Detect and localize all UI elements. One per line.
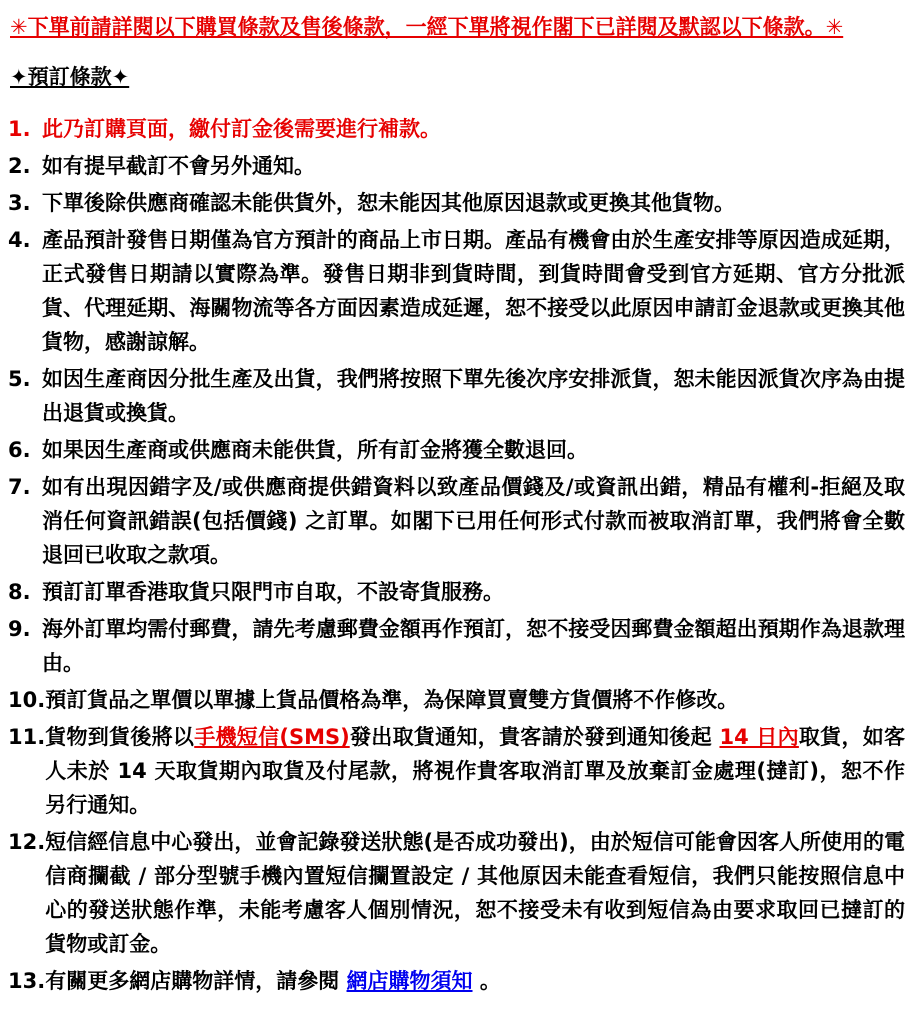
term-item-9 xyxy=(8,612,905,680)
term-number: 13. xyxy=(8,969,46,994)
term-segment: 發出取貨通知，貴客請於發到通知後起 xyxy=(349,725,720,750)
term-item-10 xyxy=(8,683,905,717)
term-item-3 xyxy=(8,186,905,220)
term-number: 6. xyxy=(8,438,31,463)
term-segment: 預訂貨品之單價以單據上貨品價格為準，為保障買賣雙方貨價將不作修改。 xyxy=(45,688,739,713)
term-number: 1. xyxy=(8,117,31,142)
term-item-5 xyxy=(8,362,905,430)
term-number: 10. xyxy=(8,688,46,713)
term-number: 11. xyxy=(8,725,46,750)
term-text xyxy=(45,825,905,961)
header-warning-notice: ✳下單前請詳閱以下購買條款及售後條款，一經下單將視作閣下已詳閱及默認以下條款。✳ xyxy=(10,15,844,39)
term-segment: 此乃訂購頁面，繳付訂金後需要進行補款。 xyxy=(42,117,441,142)
term-segment: 預訂訂單香港取貨只限門市自取，不設寄貨服務。 xyxy=(42,580,504,605)
term-segment: 如有出現因錯字及/或供應商提供錯資料以致產品價錢及/或資訊出錯，精品有權利-拒絕及取消任何資訊錯誤(包括價錢) 之訂單。如閣下已用任何形式付款而被取消訂單，我們將會全數退回已收取之款項。 xyxy=(42,475,905,568)
term-text xyxy=(42,470,905,572)
term-number: 8. xyxy=(8,580,31,605)
term-segment: 。 xyxy=(472,969,501,994)
term-text xyxy=(42,186,905,220)
term-item-2 xyxy=(8,149,905,183)
term-number: 12. xyxy=(8,830,46,855)
term-text xyxy=(42,362,905,430)
term-text xyxy=(42,112,905,146)
term-item-11 xyxy=(8,720,905,822)
term-item-8 xyxy=(8,575,905,609)
term-text xyxy=(45,683,905,717)
term-segment: 取貨，如客人未於 14 天取貨期內取貨及付尾款，將視作貴客取消訂單及放棄訂金處理(撻訂)，恕不作另行通知。 xyxy=(45,725,906,818)
term-segment: 下單後除供應商確認未能供貨外，恕未能因其他原因退款或更換其他貨物。 xyxy=(42,191,735,216)
term-number: 7. xyxy=(8,475,31,500)
term-number: 5. xyxy=(8,367,31,392)
term-segment: 如因生產商因分批生產及出貨，我們將按照下單先後次序安排派貨，恕未能因派貨次序為由提出退貨或換貨。 xyxy=(42,367,905,426)
term-text xyxy=(45,964,905,998)
term-text xyxy=(42,149,905,183)
term-number: 4. xyxy=(8,228,31,253)
term-number: 9. xyxy=(8,617,31,642)
section-title: ✦預訂條款✦ xyxy=(10,65,130,90)
term-text xyxy=(42,223,905,359)
term-segment: 如有提早截訂不會另外通知。 xyxy=(42,154,315,179)
terms-list xyxy=(8,112,905,998)
term-item-12 xyxy=(8,825,905,961)
term-item-6 xyxy=(8,433,905,467)
term-text xyxy=(42,575,905,609)
term-item-1 xyxy=(8,112,905,146)
term-text xyxy=(42,433,905,467)
term-text xyxy=(45,720,905,822)
term-segment: 短信經信息中心發出，並會記錄發送狀態(是否成功發出)，由於短信可能會因客人所使用的電信商攔截 / 部分型號手機內置短信攔置設定 / 其他原因未能查看短信，我們只能按照信息中心的發送狀態作準，未能考慮客人個別情況，恕不接受未有收到短信為由要求取回已撻訂的貨物或訂金。 xyxy=(45,830,905,957)
term-segment: 手機短信(SMS) xyxy=(194,725,350,750)
term-number: 3. xyxy=(8,191,31,216)
term-item-4 xyxy=(8,223,905,359)
term-item-13 xyxy=(8,964,905,998)
term-text xyxy=(42,612,905,680)
term-segment: 產品預計發售日期僅為官方預計的商品上市日期。產品有機會由於生產安排等原因造成延期，正式發售日期請以實際為準。發售日期非到貨時間，到貨時間會受到官方延期、官方分批派貨、代理延期、海關物流等各方面因素造成延遲，恕不接受以此原因申請訂金退款或更換其他貨物，感謝諒解。 xyxy=(42,228,905,355)
term-segment: 14 日內 xyxy=(719,725,799,750)
shop-guide-link[interactable]: 網店購物須知 xyxy=(346,969,473,994)
term-segment: 貨物到貨後將以 xyxy=(45,725,195,750)
term-segment: 海外訂單均需付郵費，請先考慮郵費金額再作預訂，恕不接受因郵費金額超出預期作為退款理由。 xyxy=(42,617,905,676)
term-item-7 xyxy=(8,470,905,572)
term-segment: 有關更多網店購物詳情，請參閱 xyxy=(45,969,347,994)
term-segment: 如果因生產商或供應商未能供貨，所有訂金將獲全數退回。 xyxy=(42,438,588,463)
term-number: 2. xyxy=(8,154,31,179)
